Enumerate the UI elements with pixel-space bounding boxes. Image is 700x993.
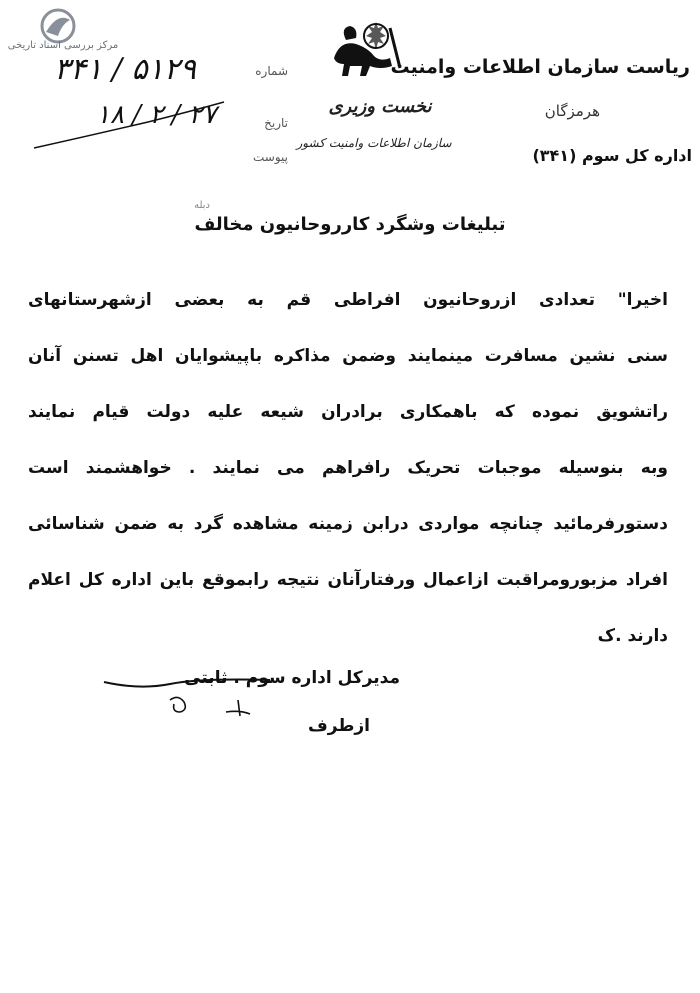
organization-title: ریاست سازمان اطلاعات وامنیت	[390, 56, 690, 78]
body-line: دارند .ک	[597, 626, 668, 646]
date-label: تاریخ	[264, 116, 288, 130]
body-line: دستورفرمائید چنانچه مواردی درابن زمینه مشاهده گرد به ضمن شناسائی	[28, 514, 668, 534]
handwritten-underline-icon	[28, 92, 228, 152]
handwritten-signature-icon	[100, 660, 280, 720]
document-body	[28, 272, 668, 664]
attachment-label: پیوست	[253, 150, 288, 164]
ministry-subtitle: سازمان اطلاعات وامنیت کشور	[296, 136, 452, 150]
body-line: اخیرا" تعدادی ازروحانیون افراطی قم به بعضی ازشهرستانهای	[28, 290, 668, 310]
document-subject: تبلیغات وشگرد کارروحانیون مخالف	[194, 214, 506, 235]
ministry-stamp: نخست وزیری	[328, 96, 432, 117]
signature-on-behalf: ازطرف	[308, 716, 370, 736]
body-line: افراد مزبورومراقبت ازاعمال ورفتارآنان نتیجه رابموقع باین اداره کل اعلام	[28, 570, 668, 590]
body-line: وبه بنوسیله موجبات تحریک رافراهم می نمایند . خواهشمند است	[28, 458, 668, 478]
province-subtitle: هرمزگان	[544, 102, 600, 120]
number-label: شماره	[255, 64, 288, 78]
margin-note: دبله	[194, 200, 210, 211]
letter-number-value: ۳۴۱ / ۵۱۲۹	[54, 52, 196, 87]
body-line: راتشویق نموده که باهمکاری برادران شیعه علیه دولت قیام نمایند	[28, 402, 668, 422]
signature-title: مدیرکل اداره سوم . ثابتی	[184, 668, 400, 688]
body-line: سنی نشین مسافرت مینمایند وضمن مذاکره باپیشوایان اهل تسنن آنان	[28, 346, 668, 366]
watermark-text: مرکز بررسی اسناد تاریخی	[7, 40, 119, 51]
department-title: اداره کل سوم (۳۴۱)	[532, 146, 692, 165]
letter-date-value: ۱۸ / ۲ / ۲۷	[96, 100, 217, 130]
